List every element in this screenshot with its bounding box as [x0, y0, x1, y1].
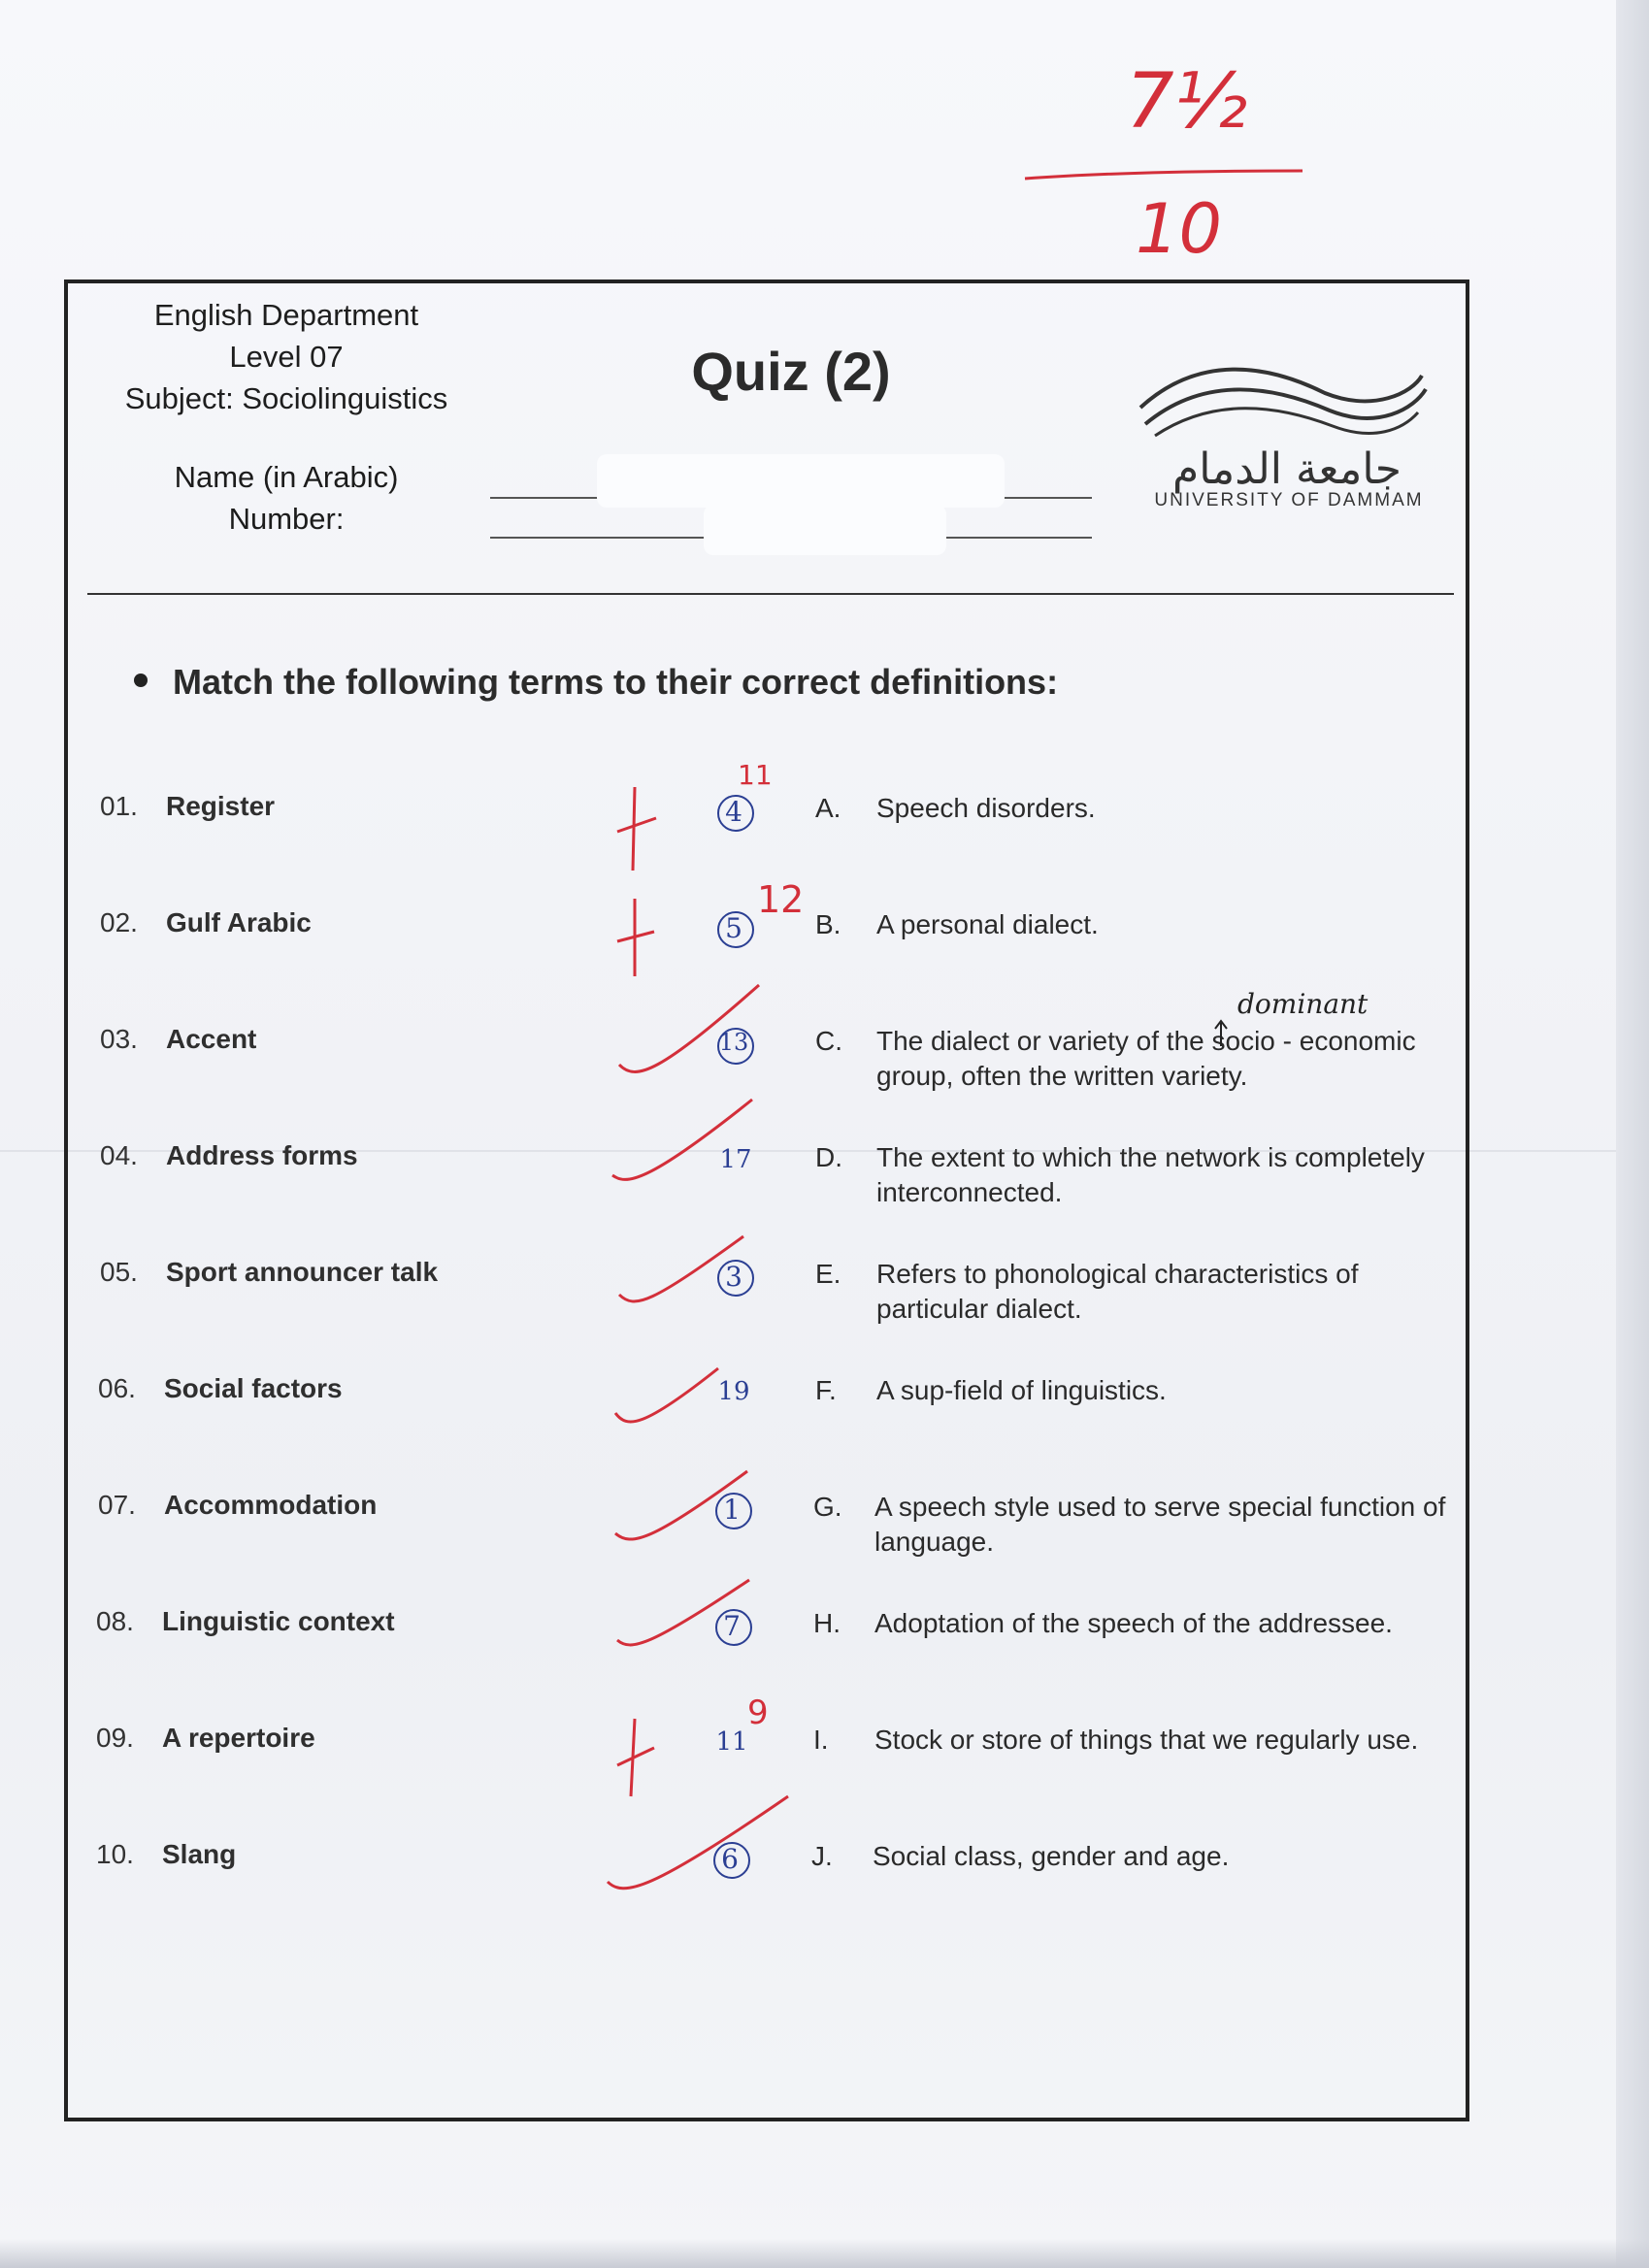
check-mark-icon: [610, 1359, 726, 1436]
student-answer: 1: [723, 1494, 741, 1526]
wrong-mark-icon: [611, 893, 660, 980]
definition-item: E. Refers to phonological characteristics of particular dialect.: [815, 1259, 1359, 1324]
check-mark-icon: [613, 1233, 749, 1310]
logo-arabic-text: جامعة الدمام: [1172, 444, 1402, 494]
instruction-text: Match the following terms to their correct definitions:: [173, 662, 1059, 702]
check-mark-icon: [610, 1463, 755, 1551]
term-item: 03. Accent: [100, 1024, 257, 1054]
check-mark-icon: [607, 1092, 762, 1189]
wrong-mark-icon: [611, 1713, 660, 1800]
definition-item: F. A sup-field of linguistics.: [815, 1375, 1167, 1405]
check-mark-icon: [611, 1572, 757, 1650]
student-answer: 6: [721, 1843, 739, 1875]
paper-edge: [1616, 0, 1649, 2268]
bullet-icon: [134, 674, 148, 687]
term-item: 01. Register: [100, 791, 276, 821]
student-answer: 7: [723, 1610, 741, 1642]
number-label: Number:: [228, 502, 345, 536]
subject: Subject: Sociolinguistics: [124, 381, 448, 415]
term-item: 08. Linguistic context: [96, 1606, 395, 1636]
level: Level 07: [229, 340, 344, 374]
handwritten-insert: dominant: [1237, 988, 1369, 1020]
check-mark-icon: [611, 975, 767, 1082]
term-item: 05. Sport announcer talk: [100, 1257, 439, 1287]
term-item: 07. Accommodation: [98, 1490, 378, 1520]
redaction-number: [704, 505, 946, 555]
score-total: 10: [1136, 189, 1223, 269]
logo-english-text: UNIVERSITY OF DAMMAM: [1154, 490, 1424, 510]
term-item: 09. A repertoire: [96, 1723, 315, 1753]
definition-item: H. Adoptation of the speech of the addressee.: [813, 1608, 1393, 1638]
term-item: 10. Slang: [96, 1839, 237, 1869]
score-earned: 7½: [1126, 58, 1248, 146]
student-answer: 19: [717, 1377, 750, 1406]
scan-bottom-edge: [0, 2239, 1649, 2268]
redaction-name: [597, 454, 1005, 508]
definition-item: B. A personal dialect.: [815, 909, 1099, 939]
header-divider: [87, 593, 1454, 595]
definition-item: G. A speech style used to serve special function of language.: [813, 1492, 1446, 1557]
student-fields: [136, 456, 437, 540]
student-answer: 3: [725, 1261, 742, 1293]
student-answer: 4: [725, 796, 742, 828]
definition-item: A. Speech disorders.: [815, 793, 1096, 823]
definition-item: I. Stock or store of things that we regularly use.: [813, 1725, 1419, 1755]
instruction: [134, 662, 1058, 703]
score-fraction-line: [1019, 165, 1310, 184]
term-item: 04. Address forms: [100, 1140, 358, 1170]
definition-item: C. The dialect or variety of the socio - economic group, often the written variety.: [815, 1026, 1416, 1091]
correction-value: 11: [738, 759, 773, 791]
wrong-mark-icon: [611, 781, 660, 878]
student-answer: 5: [725, 912, 742, 944]
student-answer: 17: [719, 1145, 752, 1174]
correction-value: 9: [747, 1693, 769, 1732]
check-mark-icon: [602, 1791, 796, 1907]
header-info: [97, 294, 476, 419]
definition-item: D. The extent to which the network is completely interconnected.: [815, 1142, 1425, 1207]
student-answer: 13: [718, 1029, 749, 1056]
insert-caret-icon: [1211, 1019, 1231, 1048]
definition-item: J. Social class, gender and age.: [811, 1841, 1230, 1871]
quiz-title: Quiz (2): [691, 341, 891, 402]
name-label: Name (in Arabic): [174, 460, 399, 494]
student-answer: 11: [715, 1727, 748, 1757]
term-item: 06. Social factors: [98, 1373, 343, 1403]
correction-value: 12: [757, 878, 805, 921]
department: English Department: [153, 298, 419, 332]
term-item: 02. Gulf Arabic: [100, 907, 312, 937]
